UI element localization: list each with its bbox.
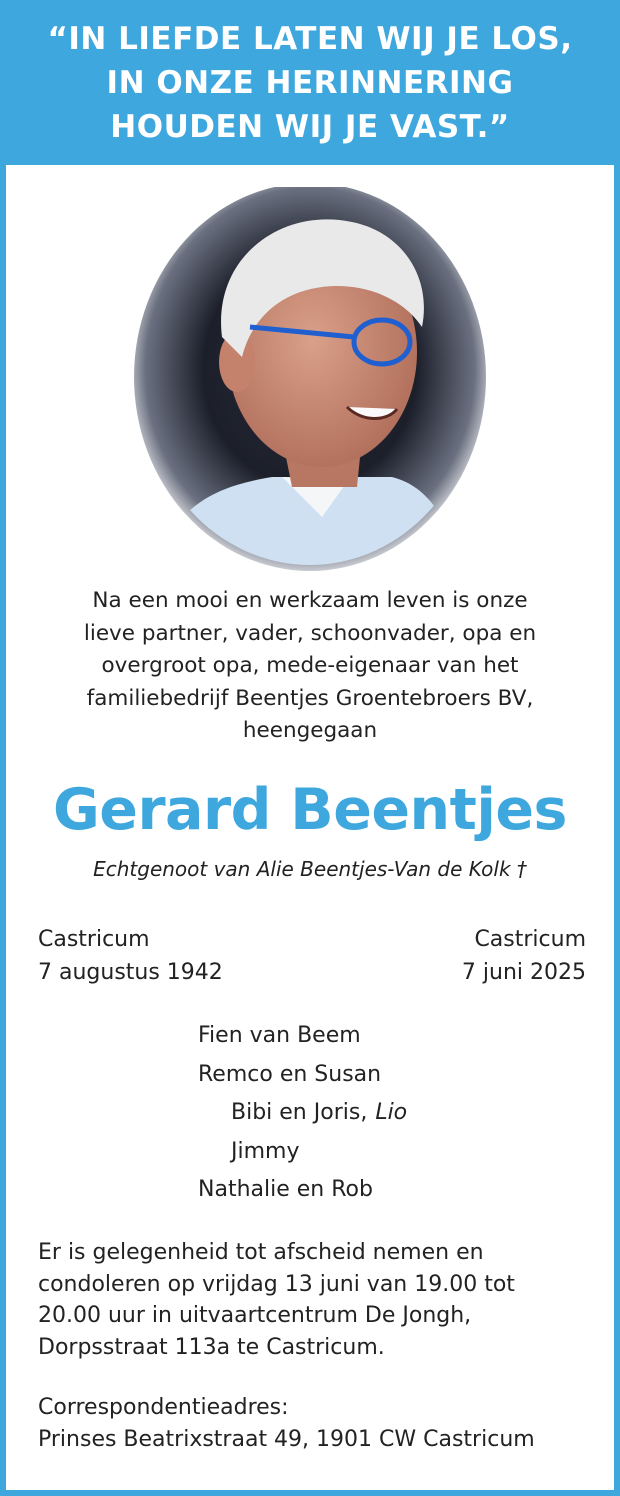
family-member: Remco en Susan [198, 1061, 382, 1087]
family-member-names: Bibi en Joris, [231, 1100, 368, 1125]
address-value: Prinses Beatrixstraat 49, 1901 CW Castricum [38, 1426, 535, 1452]
family-member [198, 1094, 407, 1133]
notice-line: condoleren op vrijdag 13 juni van 19.00 tot [38, 1271, 515, 1297]
quote-line: HOUDEN WIJ JE VAST.” [110, 108, 510, 145]
deceased-name: Gerard Beentjes [53, 777, 567, 843]
family-member: Nathalie en Rob [198, 1177, 373, 1202]
intro-line: lieve partner, vader, schoonvader, opa en [83, 620, 537, 646]
intro-line: Na een mooi en werkzaam leven is onze [92, 588, 528, 613]
address-label: Correspondentieadres: [38, 1395, 289, 1420]
family-member: Fien van Beem [198, 1023, 361, 1048]
family-member: Jimmy [231, 1138, 300, 1164]
content-panel [6, 165, 614, 1490]
quote-line: IN ONZE HERINNERING [106, 64, 514, 101]
intro-line: familiebedrijf Beentjes Groentebroers BV, [86, 685, 534, 711]
death-date: 7 juni 2025 [461, 960, 586, 985]
death-info [462, 923, 586, 989]
correspondence-address [38, 1392, 598, 1455]
death-place: Castricum [474, 927, 586, 952]
portrait-photo [132, 187, 488, 577]
notice-line: 20.00 uur in uitvaartcentrum De Jongh, [38, 1303, 472, 1328]
intro-text [6, 585, 614, 748]
notice-line: Dorpsstraat 113a te Castricum. [38, 1334, 385, 1360]
intro-line: overgroot opa, mede-eigenaar van het [101, 653, 519, 678]
condolence-notice [38, 1237, 598, 1363]
birth-date: 7 augustus 1942 [38, 960, 223, 985]
quote-line: “IN LIEFDE LATEN WIJ JE LOS, [47, 20, 573, 57]
family-member-child: Lio [375, 1100, 408, 1125]
family-list [198, 1017, 407, 1210]
intro-line: heengegaan [242, 718, 378, 743]
quote-banner [0, 0, 620, 165]
notice-line: Er is gelegenheid tot afscheid nemen en [38, 1240, 484, 1265]
spouse-note: Echtgenoot van Alie Beentjes-Van de Kolk † [93, 857, 527, 881]
birth-place: Castricum [38, 927, 150, 952]
birth-info [38, 923, 223, 989]
